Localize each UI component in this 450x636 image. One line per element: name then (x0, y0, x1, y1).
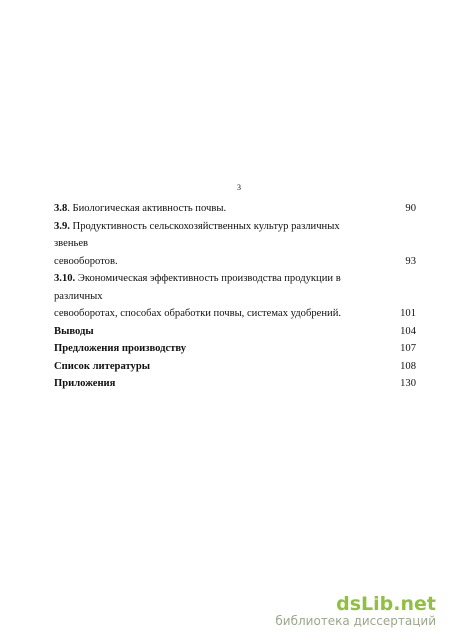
toc-entry-3-9 (54, 218, 416, 271)
toc-page-number: 107 (400, 343, 416, 354)
toc-section-number: 3.10. (54, 273, 76, 284)
toc-entry-references (54, 358, 416, 376)
toc-section-title: Экономическая эффективность производства продукции в различных (54, 273, 341, 302)
toc-page-number: 104 (400, 325, 416, 337)
page-number: 3 (237, 183, 241, 192)
toc-section-number: 3.8 (54, 203, 68, 214)
toc-entry-3-8 (54, 200, 416, 218)
watermark-subtitle: библиотека диссертаций (275, 614, 436, 628)
toc-section-title-continued: севооборотов. (54, 255, 118, 267)
toc-section-title-continued: севооборотах, способах обработки почвы, системах удобрений. (54, 308, 342, 319)
toc-section-title: Предложения производству (54, 343, 187, 354)
toc-entry-proposals (54, 340, 416, 358)
toc-section-title: . Биологическая активность почвы. (67, 203, 227, 214)
toc-section-title: Продуктивность сельскохозяйственных культур различных звеньев (54, 220, 340, 249)
toc-section-title: Выводы (54, 325, 94, 337)
dslib-watermark (275, 594, 436, 628)
toc-section-title: Список литературы (54, 360, 151, 372)
toc-entry-conclusions (54, 323, 416, 341)
toc-section-number: 3.9. (54, 220, 70, 232)
toc-page-number: 90 (405, 203, 416, 214)
toc-entry-appendices (54, 375, 416, 393)
toc-section-title: Приложения (54, 378, 116, 389)
toc-page-number: 101 (400, 308, 416, 319)
toc-entry-3-10 (54, 270, 416, 323)
table-of-contents (54, 200, 416, 393)
toc-page-number: 130 (400, 378, 416, 389)
watermark-logo: dsLib.net (336, 593, 436, 615)
toc-page-number: 93 (405, 255, 416, 267)
toc-page-number: 108 (400, 360, 416, 372)
